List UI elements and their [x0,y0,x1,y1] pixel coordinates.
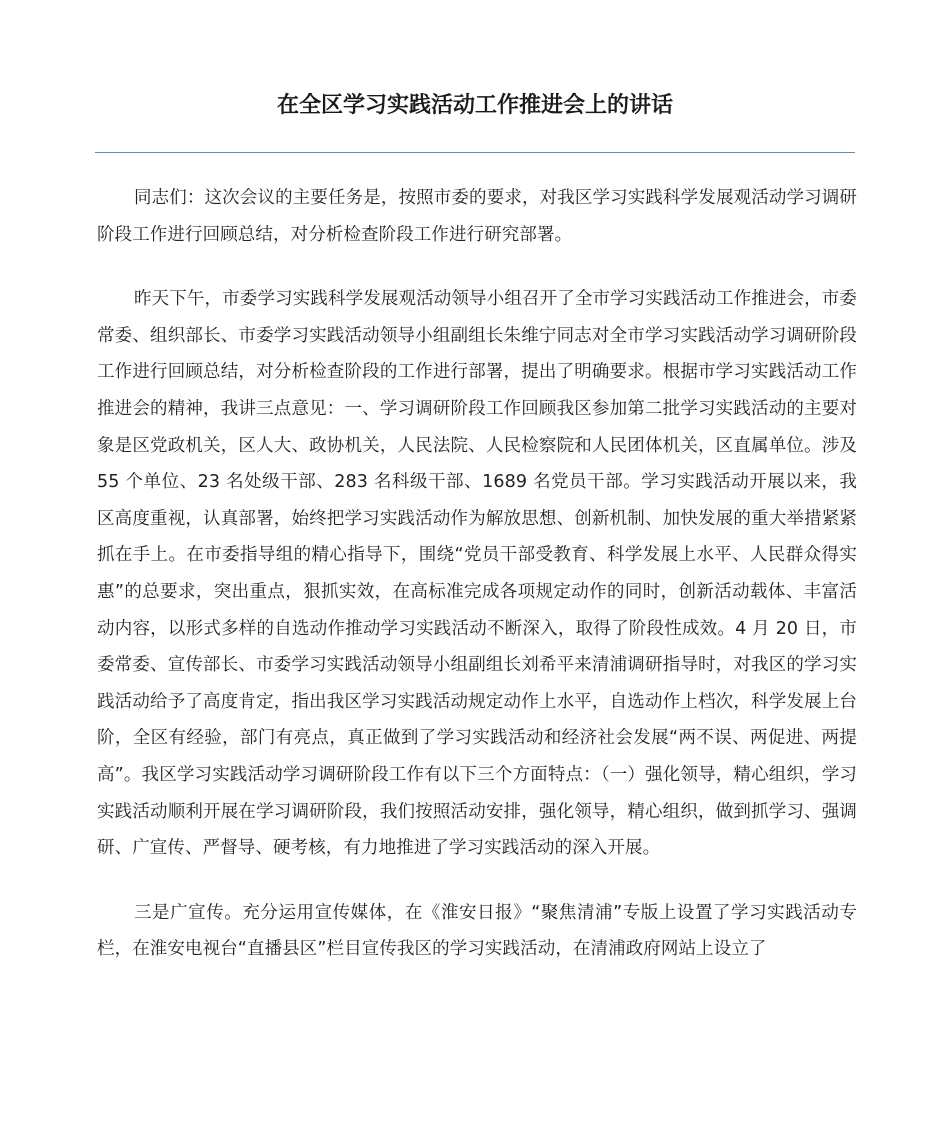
paragraph-publicity: 三是广宣传。充分运用宣传媒体，在《淮安日报》“聚焦清浦”专版上设置了学习实践活动专栏，在淮安电视台“直播县区”栏目宣传我区的学习实践活动，在清浦政府网站上设立了 [97,902,857,960]
document-body [97,180,857,996]
document-title: 在全区学习实践活动工作推进会上的讲话 [276,93,673,118]
title-divider [95,152,855,153]
paragraph-review: 昨天下午，市委学习实践科学发展观活动领导小组召开了全市学习实践活动工作推进会，市委常委、组织部长、市委学习实践活动领导小组副组长朱维宁同志对全市学习实践活动学习调研阶段工作进行回顾总结，对分析检查阶段的工作进行部署，提出了明确要求。根据市学习实践活动工作推进会的精神，我讲三点意见：一、学习调研阶段工作回顾我区参加第二批学习实践活动的主要对象是区党政机关，区人大、政协机关，人民法院、人民检察院和人民团体机关，区直属单位。涉及 55 个单位、23 名处级干部、283 名科级干部、1689 名党员干部。学习实践活动开展以来，我区高度重视，认真部署，始终把学习实践活动作为解放思想、创新机制、加快发展的重大举措紧紧抓在手上。在市委指导组的精心指导下，围绕“党员干部受教育、科学发展上水平、人民群众得实惠”的总要求，突出重点，狠抓实效，在高标准完成各项规定动作的同时，创新活动载体、丰富活动内容，以形式多样的自选动作推动学习实践活动不断深入，取得了阶段性成效。4 月 20 日，市委常委、宣传部长、市委学习实践活动领导小组副组长刘希平来清浦调研指导时，对我区的学习实践活动给予了高度肯定，指出我区学习实践活动规定动作上水平，自选动作上档次，科学发展上台阶，全区有经验，部门有亮点，真正做到了学习实践活动和经济社会发展“两不误、两促进、两提高”。我区学习实践活动学习调研阶段工作有以下三个方面特点：（一）强化领导，精心组织，学习实践活动顺利开展在学习调研阶段，我们按照活动安排，强化领导，精心组织，做到抓学习、强调研、广宣传、严督导、硬考核，有力地推进了学习实践活动的深入开展。 [97,289,857,859]
paragraph-opening: 同志们：这次会议的主要任务是，按照市委的要求，对我区学习实践科学发展观活动学习调研阶段工作进行回顾总结，对分析检查阶段工作进行研究部署。 [97,188,857,245]
